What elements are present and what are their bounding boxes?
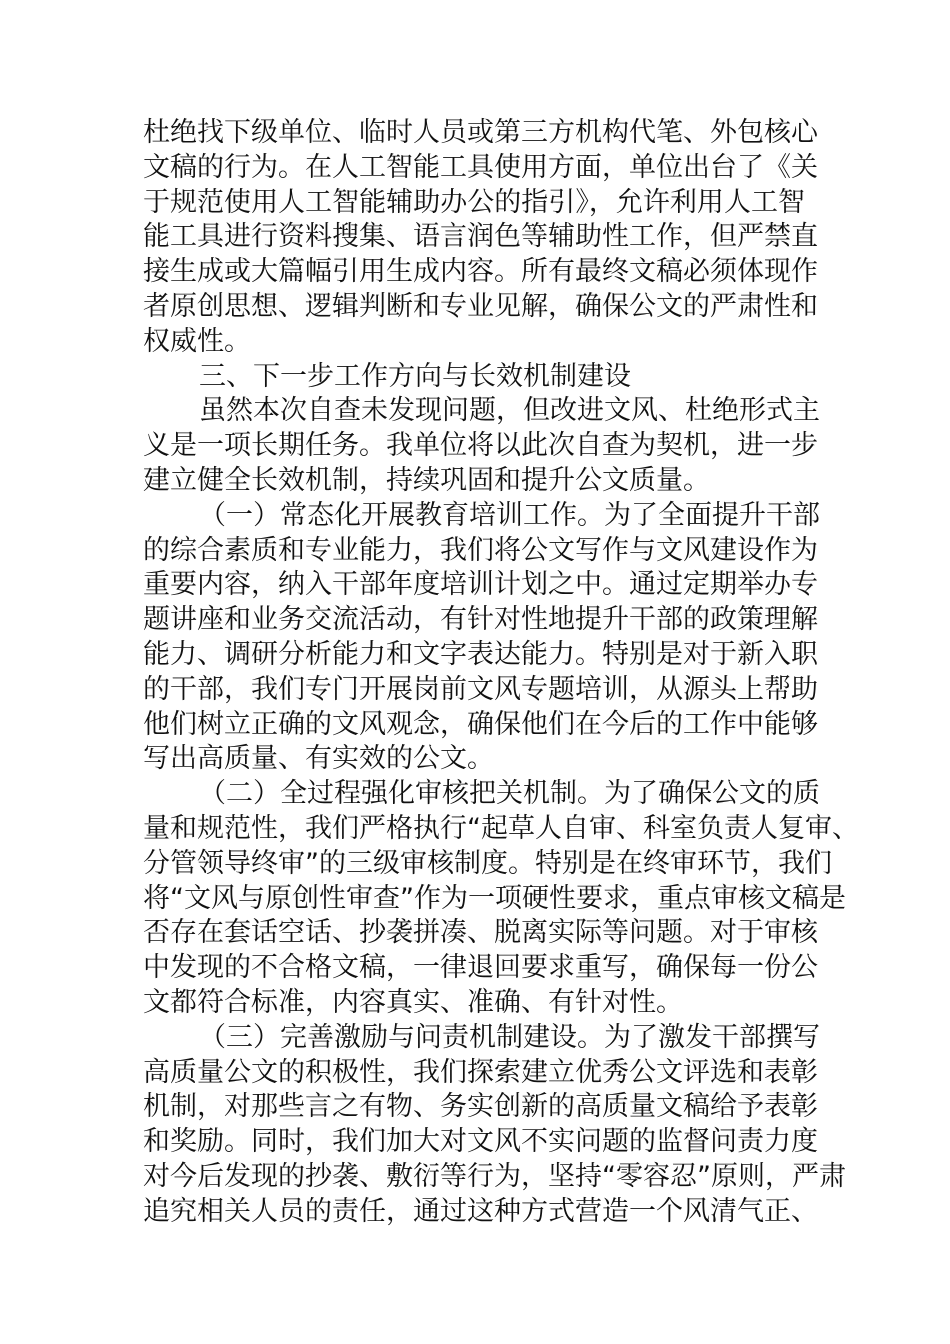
text-line: 文稿的行为。在人工智能工具使用方面，单位出台了《关: [143, 151, 818, 183]
text-line: 文都符合标准，内容真实、准确、有针对性。: [143, 987, 683, 1018]
text-line: 于规范使用人工智能辅助办公的指引》，允许利用人工智: [143, 186, 805, 218]
text-line: 机制，对那些言之有物、务实创新的高质量文稿给予表彰: [143, 1091, 818, 1123]
text-line: （二）全过程强化审核把关机制。为了确保公文的质: [199, 778, 820, 810]
text-line: 杜绝找下级单位、临时人员或第三方机构代笔、外包核心: [143, 117, 818, 148]
text-line: 的干部，我们专门开展岗前文风专题培训，从源头上帮助: [143, 673, 818, 705]
text-line: 将“文风与原创性审查”作为一项硬性要求，重点审核文稿是: [143, 882, 846, 914]
text-line: 能工具进行资料搜集、语言润色等辅助性工作，但严禁直: [143, 221, 818, 253]
text-line: （三）完善激励与问责机制建设。为了激发干部撰写: [199, 1021, 820, 1053]
text-line: 能力、调研分析能力和文字表达能力。特别是对于新入职: [143, 639, 818, 670]
text-line: 写出高质量、有实效的公文。: [143, 743, 494, 775]
text-line: （一）常态化开展教育培训工作。为了全面提升干部: [199, 499, 820, 531]
text-line: 高质量公文的积极性，我们探索建立优秀公文评选和表彰: [143, 1056, 818, 1088]
text-line: 权威性。: [143, 325, 251, 357]
text-line: 接生成或大篇幅引用生成内容。所有最终文稿必须体现作: [143, 256, 818, 288]
text-line: 重要内容，纳入干部年度培训计划之中。通过定期举办专: [143, 569, 818, 601]
text-line: 和奖励。同时，我们加大对文风不实问题的监督问责力度: [143, 1126, 818, 1158]
text-line: 虽然本次自查未发现问题，但改进文风、杜绝形式主: [199, 395, 820, 427]
text-line: 否存在套话空话、抄袭拼凑、脱离实际等问题。对于审核: [143, 917, 818, 949]
text-line: 建立健全长效机制，持续巩固和提升公文质量。: [143, 465, 710, 496]
text-line: 中发现的不合格文稿，一律退回要求重写，确保每一份公: [143, 952, 818, 984]
text-line: 题讲座和业务交流活动，有针对性地提升干部的政策理解: [143, 604, 818, 636]
text-line: 分管领导终审”的三级审核制度。特别是在终审环节，我们: [143, 847, 832, 879]
text-line: 对今后发现的抄袭、敷衍等行为，坚持“零容忍”原则，严肃: [143, 1161, 846, 1192]
text-line: 追究相关人员的责任，通过这种方式营造一个风清气正、: [143, 1195, 818, 1227]
text-line: 义是一项长期任务。我单位将以此次自查为契机，进一步: [143, 430, 818, 462]
text-line: 量和规范性，我们严格执行“起草人自审、科室负责人复审、: [143, 813, 859, 844]
text-line: 者原创思想、逻辑判断和专业见解，确保公文的严肃性和: [143, 291, 818, 322]
text-line: 他们树立正确的文风观念，确保他们在今后的工作中能够: [143, 708, 818, 740]
text-line: 的综合素质和专业能力，我们将公文写作与文风建设作为: [143, 534, 818, 566]
section-heading: 三、下一步工作方向与长效机制建设: [199, 360, 631, 392]
